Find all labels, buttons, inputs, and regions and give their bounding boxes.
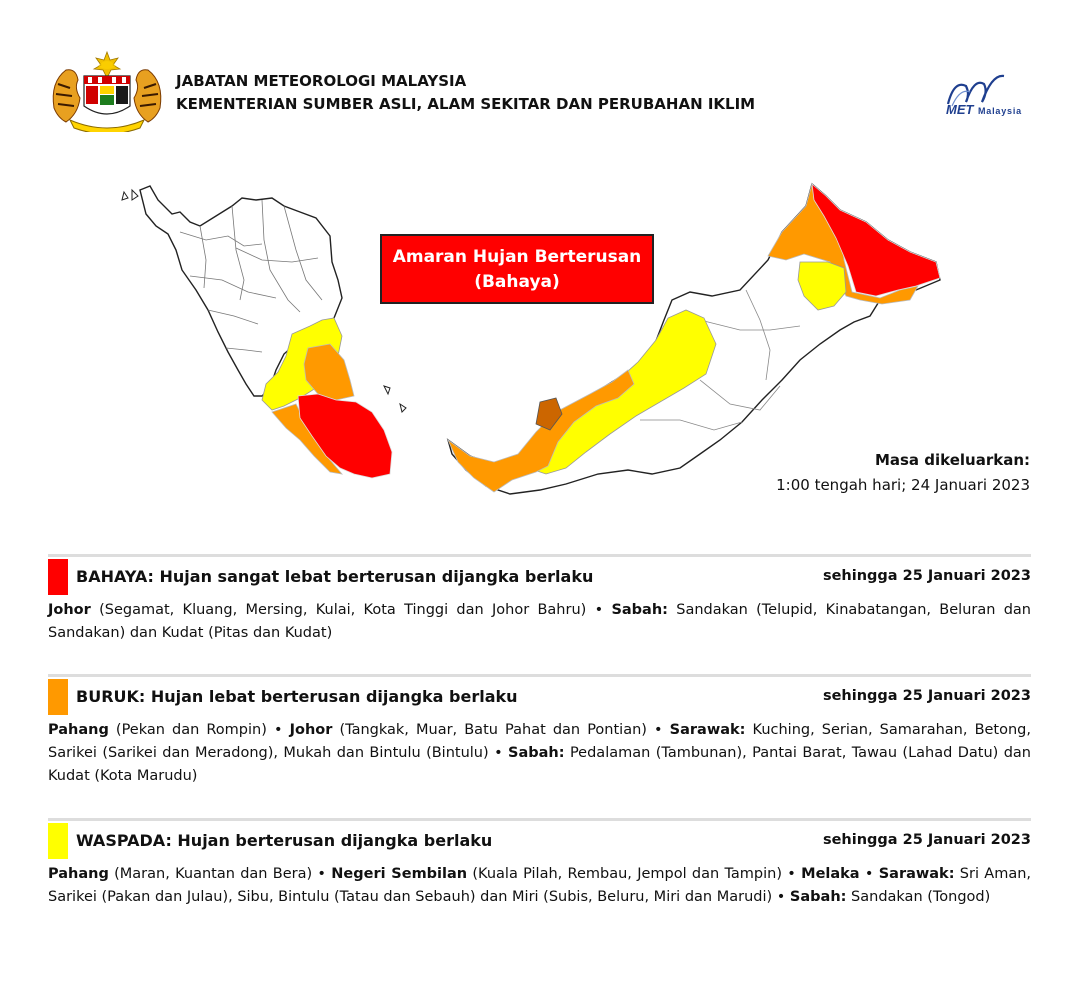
issued-time: 1:00 tengah hari; 24 Januari 2023 — [776, 476, 1030, 494]
region-name: Melaka — [801, 866, 860, 882]
area-text: Sri Aman, Sarikei (Pakan dan Julau), Sibu, Bintulu (Tatau dan Sebauh) dan Miri (Subis, Beluru, Miri dan Marudi) • — [48, 866, 1032, 905]
region-name: Sabah: — [611, 602, 668, 618]
region-name: Negeri Sembilan — [331, 866, 468, 882]
area-text: (Tangkak, Muar, Batu Pahat dan Pontian) • — [332, 722, 670, 738]
issued-label: Masa dikeluarkan: — [874, 451, 1030, 469]
section-until-date: sehingga 25 Januari 2023 — [822, 832, 1031, 848]
malaysia-logo-text: Malaysia — [978, 106, 1022, 116]
area-text: Pedalaman (Tambunan), Pantai Barat, Tawau (Lahad Datu) dan Kudat (Kota Marudu) — [48, 745, 1031, 784]
section-until-date: sehingga 25 Januari 2023 — [822, 688, 1031, 704]
region-name: Sarawak: — [669, 722, 746, 738]
region-name: Sarawak: — [878, 866, 955, 882]
org-line-2: KEMENTERIAN SUMBER ASLI, ALAM SEKITAR DAN PERUBAHAN IKLIM — [176, 95, 756, 113]
section-title: BURUK: Hujan lebat berterusan dijangka berlaku — [76, 687, 518, 706]
section-title: WASPADA: Hujan berterusan dijangka berlaku — [76, 831, 493, 850]
organization-name — [176, 70, 755, 116]
severity-color-bar — [48, 679, 68, 715]
coat-of-arms-icon — [48, 48, 166, 132]
warning-line-1: Amaran Hujan Berterusan — [392, 247, 642, 267]
issued-time-block — [776, 448, 1030, 498]
section-header — [48, 677, 1031, 717]
peninsular-bahaya-johor — [298, 394, 392, 478]
region-name: Johor — [289, 722, 333, 738]
peninsular-buruk-area — [304, 344, 354, 400]
region-name: Sabah: — [789, 889, 847, 905]
area-text: (Segamat, Kluang, Mersing, Kulai, Kota Tinggi dan Johor Bahru) • — [90, 602, 612, 618]
region-name: Johor — [48, 602, 91, 618]
region-name: Sabah: — [508, 745, 565, 761]
met-malaysia-logo — [926, 66, 1038, 118]
section-buruk — [48, 674, 1031, 788]
severity-color-bar — [48, 823, 68, 859]
section-areas — [48, 863, 1031, 909]
section-until-date: sehingga 25 Januari 2023 — [822, 568, 1031, 584]
area-text: Sandakan (Telupid, Kinabatangan, Beluran dan Sandakan) dan Kudat (Pitas dan Kudat) — [48, 602, 1031, 641]
met-logo-text: MET — [946, 102, 974, 117]
area-text: Sandakan (Tongod) — [846, 889, 991, 905]
region-name: Pahang — [48, 722, 109, 738]
region-name: Pahang — [48, 866, 109, 882]
area-text: (Maran, Kuantan dan Bera) • — [108, 866, 332, 882]
org-line-1: JABATAN METEOROLOGI MALAYSIA — [176, 72, 467, 90]
section-waspada — [48, 818, 1031, 909]
area-text: (Kuala Pilah, Rembau, Jempol dan Tampin) • — [467, 866, 802, 882]
severity-color-bar — [48, 559, 68, 595]
area-text: (Pekan dan Rompin) • — [108, 722, 290, 738]
section-header — [48, 821, 1031, 861]
section-areas — [48, 719, 1031, 788]
warning-line-2: (Bahaya) — [474, 272, 560, 292]
area-text: • — [859, 866, 879, 882]
warning-title-box — [380, 234, 654, 304]
header — [48, 48, 1038, 132]
section-bahaya — [48, 554, 1031, 645]
section-title: BAHAYA: Hujan sangat lebat berterusan dijangka berlaku — [76, 567, 594, 586]
section-areas — [48, 599, 1031, 645]
section-header — [48, 557, 1031, 597]
area-text: Kuching, Serian, Samarahan, Betong, Sarikei (Sarikei dan Meradong), Mukah dan Bintulu (Bintulu) • — [48, 722, 1031, 761]
